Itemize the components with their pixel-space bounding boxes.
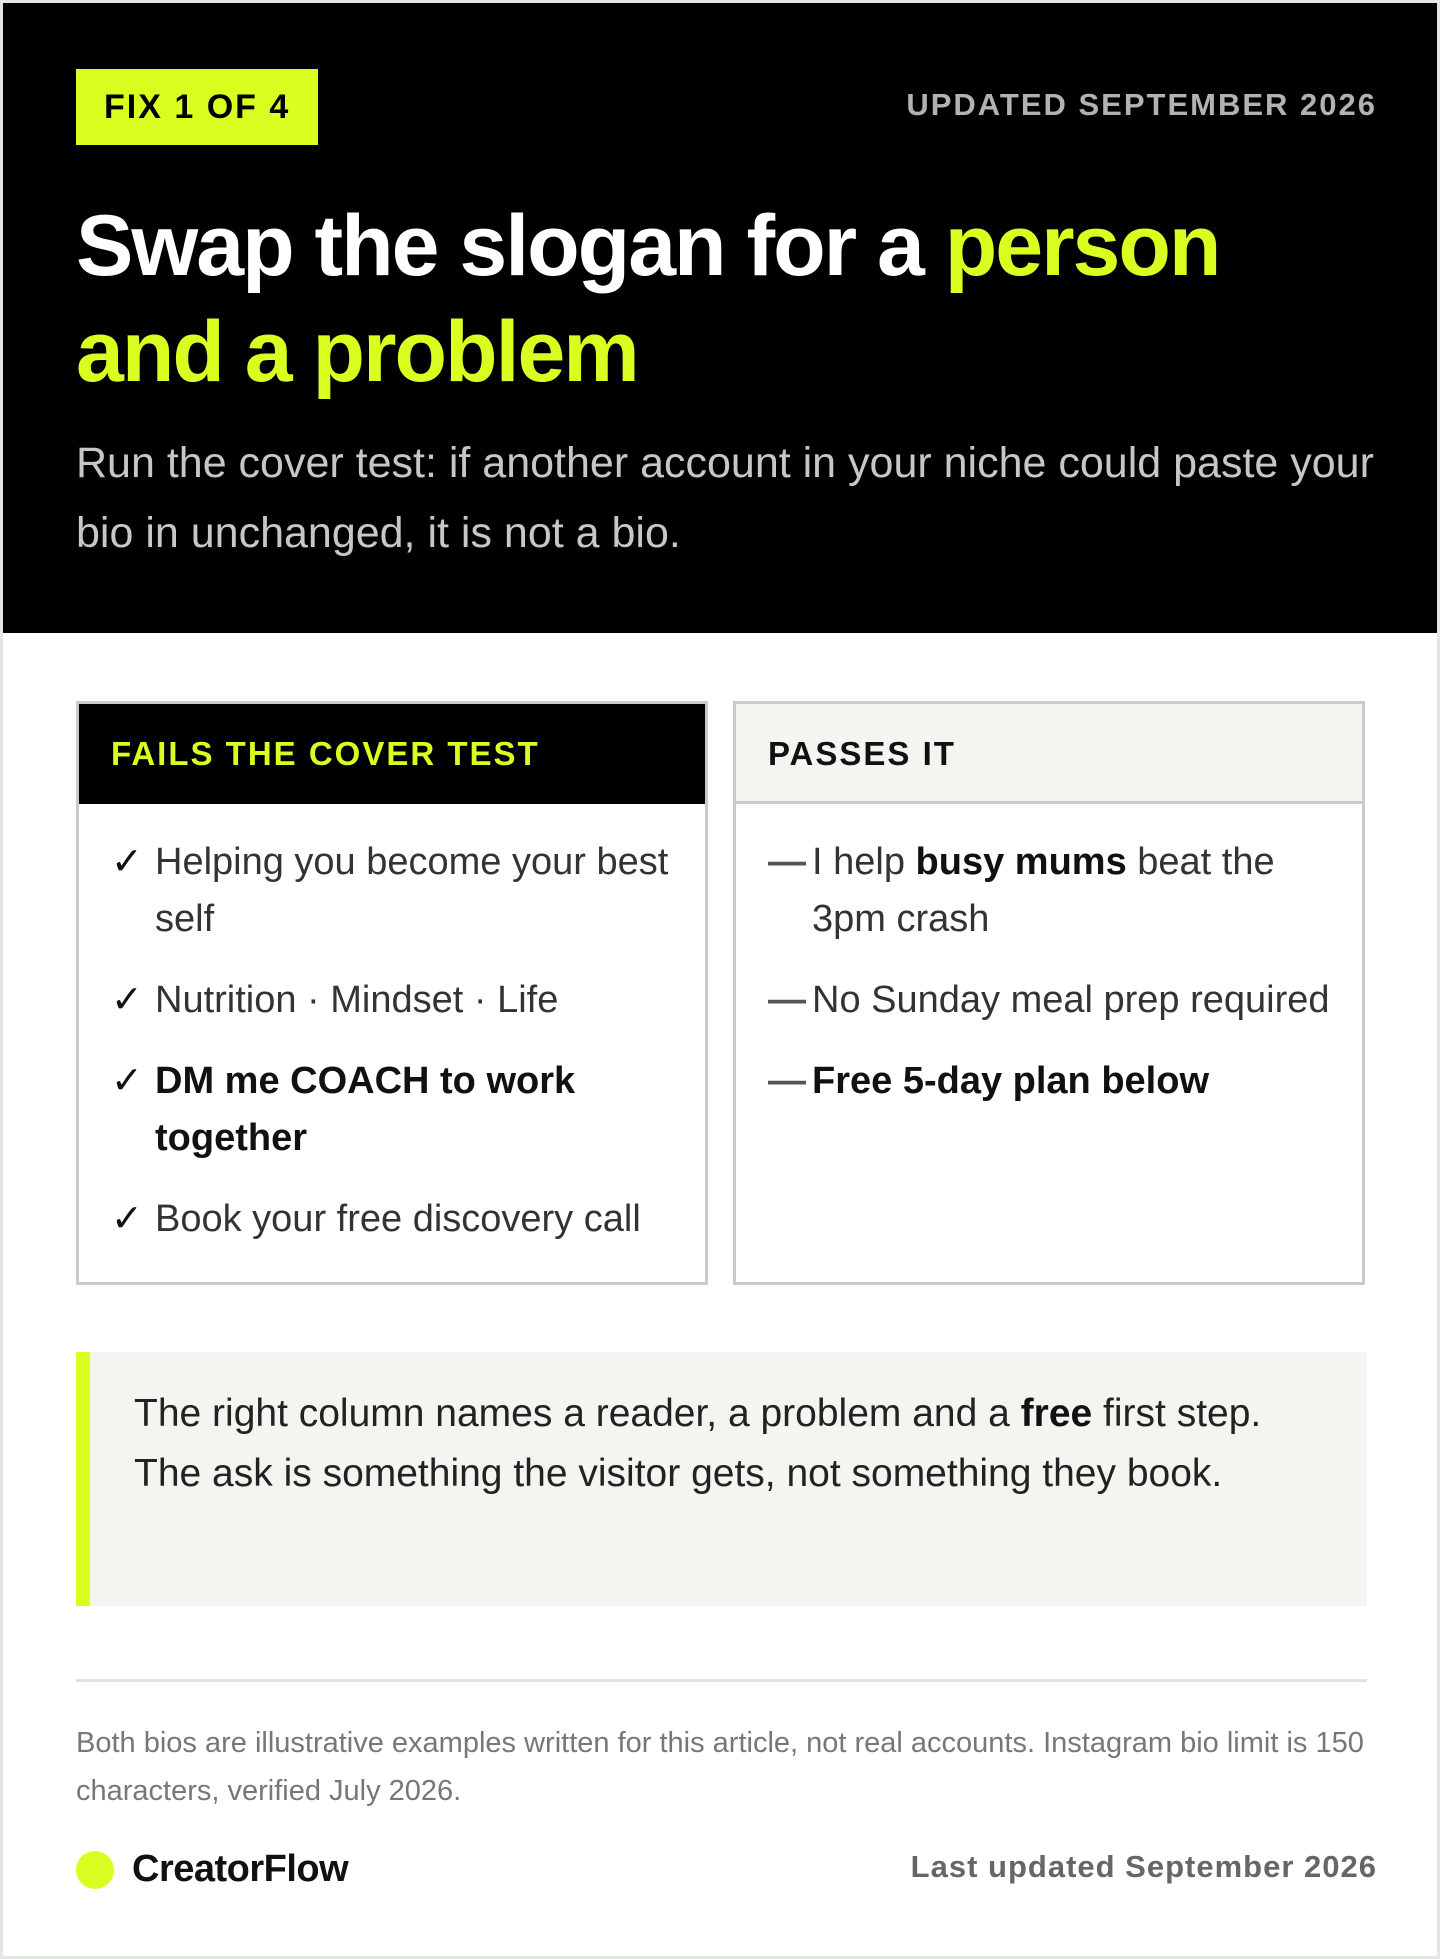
list-item: [768, 1053, 1334, 1110]
callout-bold: free: [1020, 1392, 1093, 1435]
list-item: [111, 1053, 677, 1167]
check-icon: ✓: [111, 1198, 143, 1240]
title-text: Swap the slogan for a: [76, 198, 945, 294]
fix-number-tag: FIX 1 OF 4: [76, 69, 318, 145]
footnote: Both bios are illustrative examples written for this article, not real accounts. Instagram bio limit is 150 characters, verified July 2026.: [76, 1727, 1364, 1807]
passes-item-text: beat the 3pm crash: [812, 841, 1275, 940]
brand: [76, 1848, 348, 1891]
last-updated: Last updated September 2026: [910, 1849, 1377, 1884]
brand-dot-icon: [76, 1851, 114, 1889]
passes-list: [736, 804, 1362, 1110]
fails-item-text: Book your free discovery call: [155, 1198, 641, 1240]
list-item: [111, 972, 677, 1029]
check-icon: ✓: [111, 1060, 143, 1102]
title-highlight: person and a problem: [76, 198, 1220, 400]
passes-column: [733, 701, 1365, 1285]
updated-date: UPDATED SEPTEMBER 2026: [906, 87, 1377, 122]
header-banner: [3, 3, 1437, 633]
fails-column: [76, 701, 708, 1285]
callout-text-part: first step. The ask is something the visitor gets, not something they book.: [134, 1392, 1262, 1495]
brand-name: CreatorFlow: [132, 1848, 349, 1890]
fails-item-text: DM me COACH to work together: [155, 1060, 576, 1159]
passes-heading: PASSES IT: [736, 704, 1362, 804]
passes-item-text: I help: [812, 841, 916, 883]
fails-list: [79, 804, 705, 1248]
list-item: [111, 834, 677, 948]
divider: [76, 1679, 1367, 1682]
fails-item-text: Helping you become your best self: [155, 841, 669, 940]
passes-item-text: No Sunday meal prep required: [812, 979, 1330, 1021]
dash-icon: —: [768, 979, 806, 1021]
passes-item-bold: Free 5-day plan below: [812, 1060, 1209, 1102]
check-icon: ✓: [111, 979, 143, 1021]
dash-icon: —: [768, 841, 806, 883]
callout-box: [76, 1352, 1367, 1606]
list-item: [768, 834, 1334, 948]
page-subtitle: Run the cover test: if another account in your niche could paste your bio in unchanged, it is not a bio.: [76, 439, 1374, 557]
fails-item-text: Nutrition · Mindset · Life: [155, 979, 559, 1021]
list-item: [768, 972, 1334, 1029]
dash-icon: —: [768, 1060, 806, 1102]
list-item: [111, 1191, 677, 1248]
page-title: [76, 193, 1376, 405]
passes-item-bold: busy mums: [915, 841, 1127, 883]
callout-text-part: The right column names a reader, a problem and a: [134, 1392, 1021, 1435]
check-icon: ✓: [111, 841, 143, 883]
callout-text: [134, 1384, 1327, 1504]
fails-heading: FAILS THE COVER TEST: [79, 704, 705, 804]
